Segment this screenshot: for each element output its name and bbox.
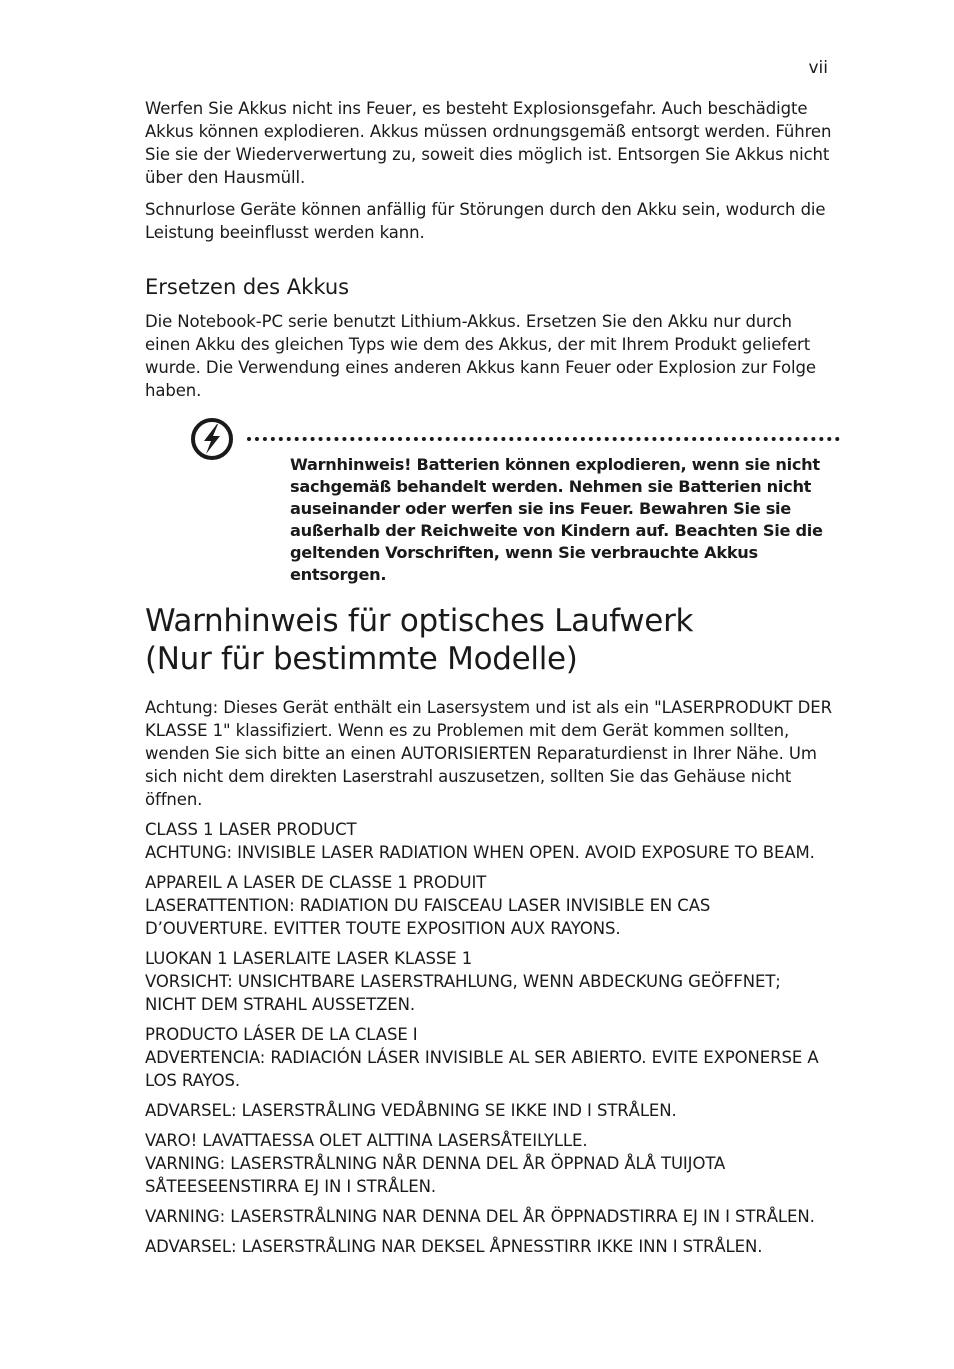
laser-notice-line1: ADVARSEL: LASERSTRÅLING VEDÅBNING SE IKKE IND I STRÅLEN. xyxy=(145,1101,677,1120)
paragraph-laser-intro: Achtung: Dieses Gerät enthält ein Lasersystem und ist als ein "LASERPRODUKT DER KLASSE 1" klassifiziert. Wenn es zu Problemen mit dem Gerät kommen sollten, wenden Sie sich bitte an einen AUTORISIERTEN Reparaturdienst in Ihrer Nähe. Um sich nicht dem direkten Laserstrahl auszusetzen, sollten Sie das Gehäuse nicht öffnen. xyxy=(145,698,832,809)
laser-notice-line1: VARO! LAVATTAESSA OLET ALTTINA LASERSÅTEILYLLE. xyxy=(145,1131,588,1150)
laser-notice xyxy=(145,1235,835,1258)
heading-line-1: Warnhinweis für optisches Laufwerk xyxy=(145,603,694,639)
laser-notice-line1: VARNING: LASERSTRÅLNING NAR DENNA DEL ÅR ÖPPNADSTIRRA EJ IN I STRÅLEN. xyxy=(145,1207,815,1226)
dotted-divider xyxy=(247,437,840,441)
section-heading-replace-battery: Ersetzen des Akkus xyxy=(145,275,350,299)
laser-notice-line2: ACHTUNG: INVISIBLE LASER RADIATION WHEN OPEN. AVOID EXPOSURE TO BEAM. xyxy=(145,843,815,862)
laser-notice xyxy=(145,818,835,864)
laser-notice-line1: ADVARSEL: LASERSTRÅLING NAR DEKSEL ÅPNESSTIRR IKKE INN I STRÅLEN. xyxy=(145,1237,763,1256)
laser-notice-line1: PRODUCTO LÁSER DE LA CLASE I xyxy=(145,1025,418,1044)
laser-notice xyxy=(145,1099,835,1122)
heading-line-2: (Nur für bestimmte Modelle) xyxy=(145,641,578,677)
laser-notice-line2: VORSICHT: UNSICHTBARE LASERSTRAHLUNG, WENN ABDECKUNG GEÖFFNET; NICHT DEM STRAHL AUSSETZEN. xyxy=(145,972,781,1014)
warning-lightning-icon xyxy=(190,417,234,461)
laser-notice-line2: VARNING: LASERSTRÅLNING NÅR DENNA DEL ÅR ÖPPNAD ÅLÅ TUIJOTA SÅTEESEENSTIRRA EJ IN I STRÅLEN. xyxy=(145,1154,726,1196)
laser-notice xyxy=(145,1205,835,1228)
laser-notice-line1: APPAREIL A LASER DE CLASSE 1 PRODUIT xyxy=(145,873,487,892)
laser-notice xyxy=(145,1129,835,1198)
laser-notice-line1: CLASS 1 LASER PRODUCT xyxy=(145,820,357,839)
page-content xyxy=(145,97,835,1258)
warning-box xyxy=(190,417,835,583)
page-number: vii xyxy=(808,58,828,78)
paragraph-battery-fire: Werfen Sie Akkus nicht ins Feuer, es besteht Explosionsgefahr. Auch beschädigte Akkus können explodieren. Akkus müssen ordnungsgemäß entsorgt werden. Führen Sie sie der Wiederverwertung zu, soweit dies möglich ist. Entsorgen Sie Akkus nicht über den Hausmüll. xyxy=(145,99,832,187)
laser-notice xyxy=(145,871,835,940)
laser-notice xyxy=(145,947,835,1016)
laser-notices xyxy=(145,818,835,1258)
warning-text: Warnhinweis! Batterien können explodieren, wenn sie nicht sachgemäß behandelt werden. Nehmen sie Batterien nicht auseinander oder werfen sie ins Feuer. Bewahren Sie sie außerhalb der Reichweite von Kindern auf. Beachten Sie die geltenden Vorschriften, wenn Sie verbrauchte Akkus entsorgen. xyxy=(290,455,823,584)
paragraph-replace-battery: Die Notebook-PC serie benutzt Lithium-Akkus. Ersetzen Sie den Akku nur durch einen Akku des gleichen Typs wie dem des Akkus, der mit Ihrem Produkt geliefert wurde. Die Verwendung eines anderen Akkus kann Feuer oder Explosion zur Folge haben. xyxy=(145,312,816,400)
laser-notice-line2: LASERATTENTION: RADIATION DU FAISCEAU LASER INVISIBLE EN CAS D’OUVERTURE. EVITTER TOUTE EXPOSITION AUX RAYONS. xyxy=(145,896,711,938)
laser-notice-line2: ADVERTENCIA: RADIACIÓN LÁSER INVISIBLE AL SER ABIERTO. EVITE EXPONERSE A LOS RAYOS. xyxy=(145,1048,819,1090)
section-heading-optical-drive xyxy=(145,602,835,678)
laser-notice xyxy=(145,1023,835,1092)
laser-notice-line1: LUOKAN 1 LASERLAITE LASER KLASSE 1 xyxy=(145,949,473,968)
paragraph-cordless-interference: Schnurlose Geräte können anfällig für Störungen durch den Akku sein, wodurch die Leistung beeinflusst werden kann. xyxy=(145,200,826,242)
